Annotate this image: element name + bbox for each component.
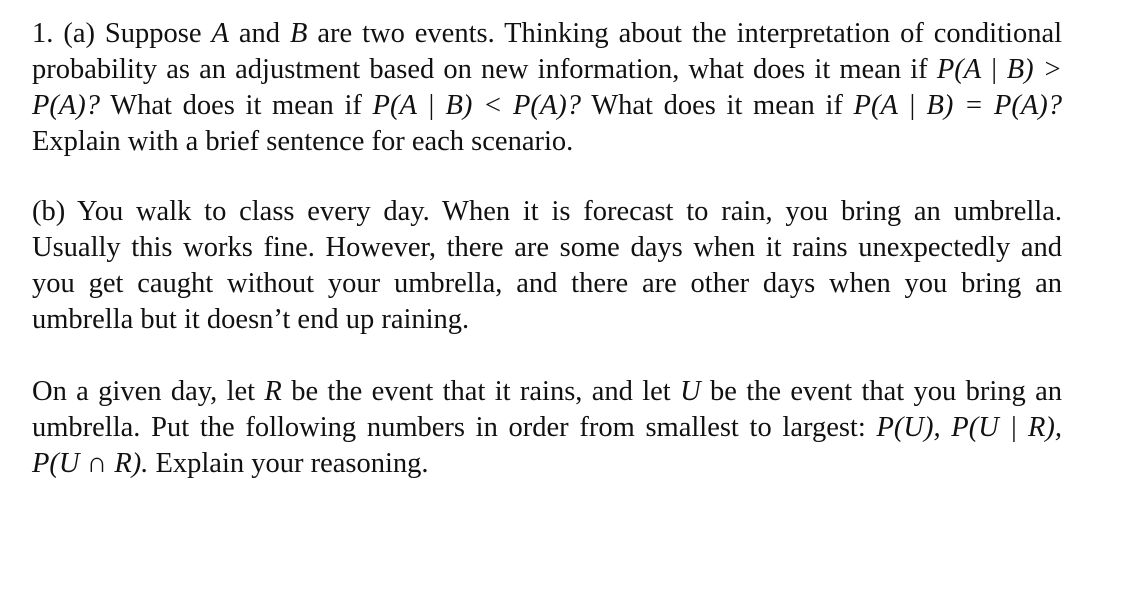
expr-less: P(A | B) < P(A)? [372,90,582,121]
event-a: A [211,18,229,49]
problem-text [32,16,1062,482]
part-a-paragraph [32,16,1062,160]
part-c-paragraph [32,374,1062,482]
event-u: U [680,376,701,407]
problem-number: 1. [32,18,54,49]
part-b-label: (b) [32,196,66,227]
part-a-text-1: Suppose [104,18,202,49]
part-b-text: You walk to class every day. When it is forecast to rain, you bring an umbrella. Usually this works fine. However, there are some days when it rains unexpectedly and you get caught without your umbrella, and there are other days when you bring an umbrella but it doesn’t end up raining. [32,196,1062,335]
part-c-text-3: be the event that you bring an umbrella. Put the following numbers in order from smallest to largest: [32,376,1063,443]
part-a-text-2: are two events. Thinking about the interpretation of conditional probability as an adjustment based on new information, what does it mean if [32,18,1063,85]
part-a-text-4: What does it mean if [591,90,843,121]
part-a-and: and [238,18,280,49]
expr-p-u-and-r: P(U ∩ R). [32,448,149,479]
part-c-text-4: Explain your reasoning. [155,448,429,479]
part-b-paragraph [32,194,1062,338]
expr-greater: P(A | B) > P(A)? [32,54,1063,121]
expr-equal: P(A | B) = P(A)? [853,90,1063,121]
expr-p-u: P(U), [876,412,941,443]
part-a-text-3: What does it mean if [110,90,362,121]
expr-p-u-given-r: P(U | R), [951,412,1063,443]
event-b: B [289,18,308,49]
part-a-label: (a) [63,18,95,49]
part-c-text-1: On a given day, let [32,376,256,407]
part-a-text-5: Explain with a brief sentence for each scenario. [32,126,574,157]
event-r: R [264,376,282,407]
part-c-text-2: be the event that it rains, and let [291,376,671,407]
